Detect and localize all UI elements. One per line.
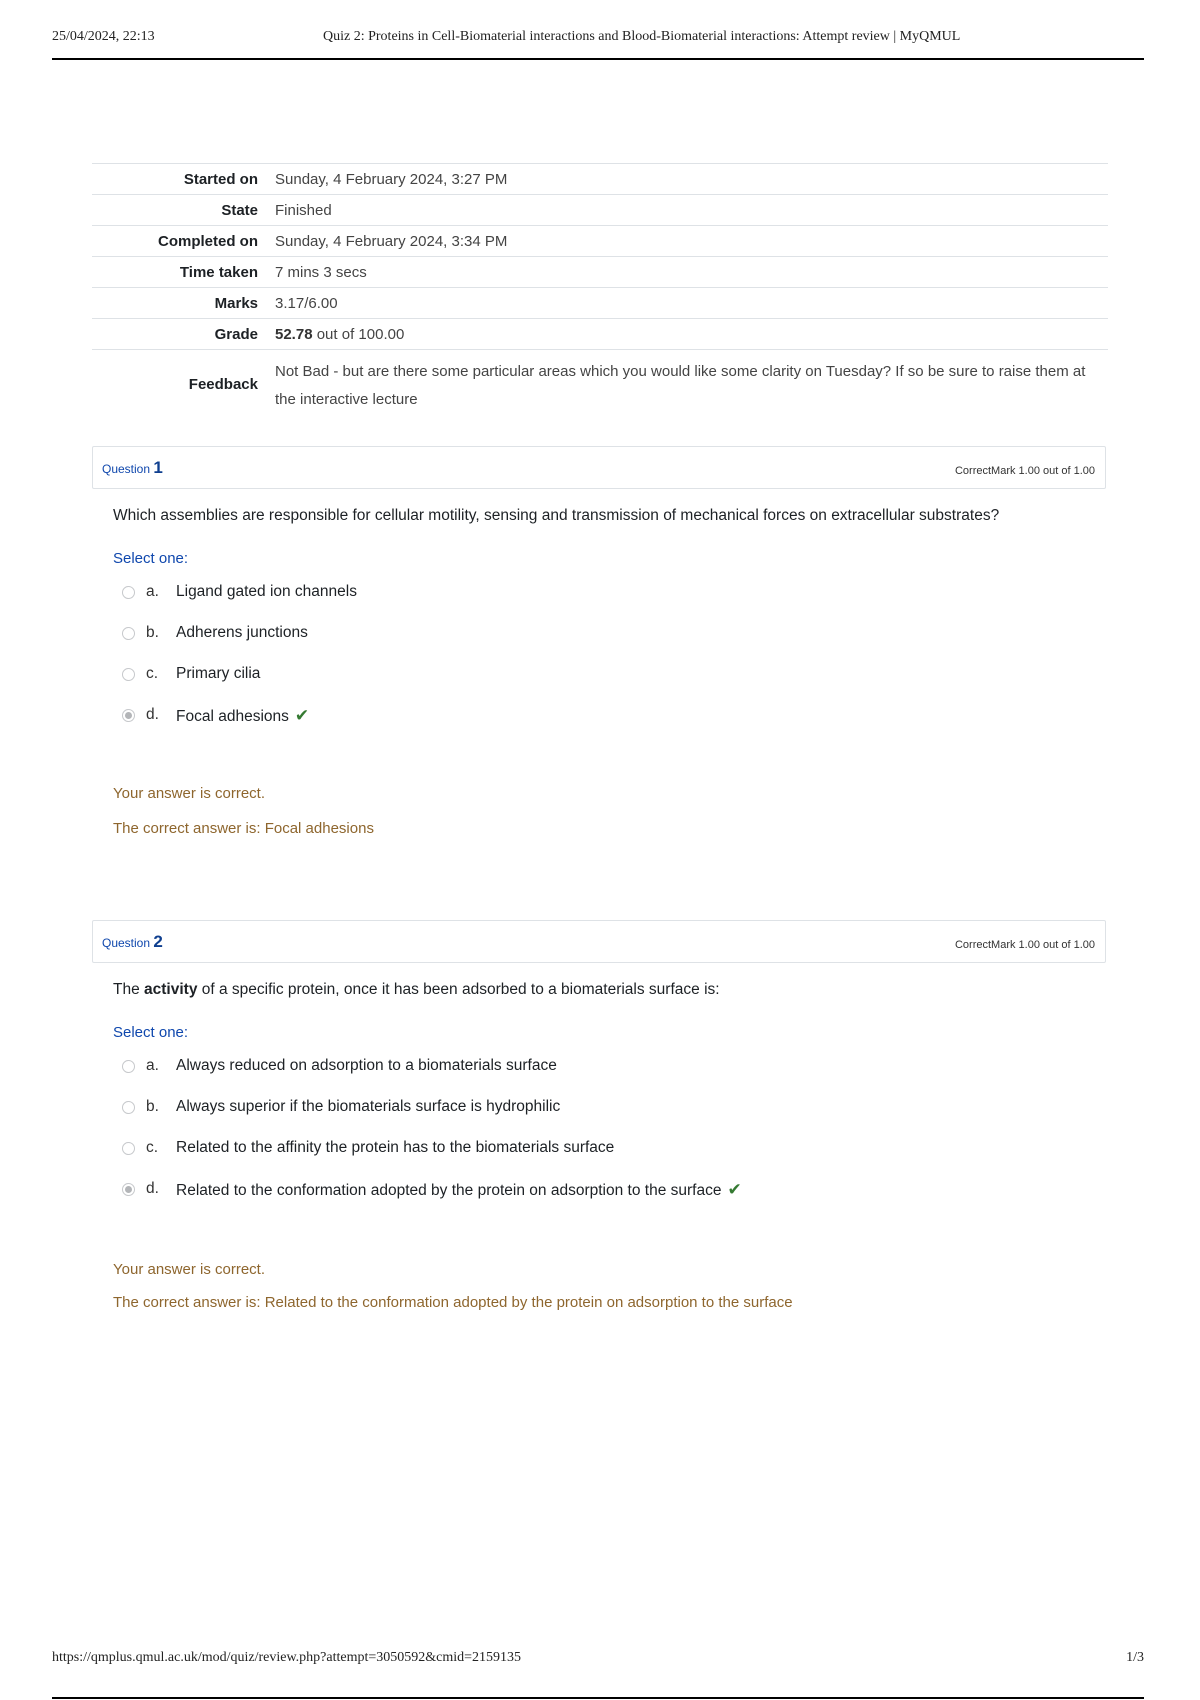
print-footer	[52, 1650, 1144, 1699]
option-letter: a.	[146, 1057, 159, 1074]
print-date: 25/04/2024, 22:13	[52, 29, 155, 44]
question-1	[92, 446, 1106, 837]
option-text: Always superior if the biomaterials surface is hydrophilic	[176, 1098, 561, 1115]
question-state: CorrectMark 1.00 out of 1.00	[954, 939, 1095, 951]
check-icon: ✔	[294, 706, 310, 725]
answer-option-d[interactable]	[92, 702, 1106, 743]
marks-value: 3.17/6.00	[275, 288, 1108, 319]
question-number: Question 1	[102, 458, 163, 477]
answer-option-b[interactable]	[92, 1094, 1106, 1135]
option-text: Focal adhesions ✔	[176, 706, 310, 725]
question-text: The activity of a specific protein, once it has been adsorbed to a biomaterials surface is:	[113, 981, 720, 998]
question-header	[92, 920, 1106, 963]
question-state: CorrectMark 1.00 out of 1.00	[954, 465, 1095, 477]
grade-score: 52.78	[275, 325, 313, 343]
radio-button-selected[interactable]	[122, 1183, 135, 1196]
option-letter: b.	[146, 624, 159, 641]
started-on-value: Sunday, 4 February 2024, 3:27 PM	[275, 164, 1108, 195]
state-label: State	[92, 195, 275, 226]
feedback-value: Not Bad - but are there some particular areas which you would like some clarity on Tuesday? If so be sure to raise them at the interactive lecture	[275, 350, 1108, 420]
question-number: Question 2	[102, 932, 163, 951]
question-header	[92, 446, 1106, 489]
answer-option-a[interactable]	[92, 579, 1106, 620]
option-text: Related to the conformation adopted by the protein on adsorption to the surface ✔	[176, 1180, 742, 1199]
answer-option-b[interactable]	[92, 620, 1106, 661]
attempt-summary-table	[92, 163, 1108, 420]
right-answer: The correct answer is: Focal adhesions	[113, 820, 374, 837]
grade-value	[275, 319, 1108, 350]
option-text: Adherens junctions	[176, 624, 308, 641]
select-one-prompt: Select one:	[113, 550, 189, 567]
radio-button[interactable]	[122, 668, 135, 681]
answer-options	[92, 579, 1106, 743]
time-taken-value: 7 mins 3 secs	[275, 257, 1108, 288]
print-page-title: Quiz 2: Proteins in Cell-Biomaterial interactions and Blood-Biomaterial interactions: Attempt review | MyQMUL	[323, 29, 961, 44]
marks-label: Marks	[92, 288, 275, 319]
option-letter: b.	[146, 1098, 159, 1115]
question-feedback: Your answer is correct.	[113, 1261, 266, 1278]
option-letter: c.	[146, 665, 159, 682]
radio-button[interactable]	[122, 1060, 135, 1073]
right-answer: The correct answer is: Related to the conformation adopted by the protein on adsorption to the surface	[113, 1294, 793, 1311]
grade-out-of: out of 100.00	[312, 325, 405, 343]
option-text: Primary cilia	[176, 665, 261, 682]
state-value: Finished	[275, 195, 1108, 226]
radio-button[interactable]	[122, 627, 135, 640]
option-letter: d.	[146, 1180, 159, 1197]
question-2	[92, 920, 1106, 1311]
select-one-prompt: Select one:	[113, 1024, 189, 1041]
print-header	[52, 26, 1144, 60]
answer-options	[92, 1053, 1106, 1217]
page-number: 1/3	[1126, 1650, 1144, 1665]
radio-button[interactable]	[122, 1101, 135, 1114]
radio-button[interactable]	[122, 1142, 135, 1155]
answer-option-a[interactable]	[92, 1053, 1106, 1094]
option-text: Ligand gated ion channels	[176, 583, 357, 600]
answer-option-c[interactable]	[92, 661, 1106, 702]
option-letter: a.	[146, 583, 159, 600]
grade-label: Grade	[92, 319, 275, 350]
option-text: Related to the affinity the protein has to the biomaterials surface	[176, 1139, 615, 1156]
check-icon: ✔	[727, 1180, 742, 1199]
radio-button-selected[interactable]	[122, 709, 135, 722]
option-letter: d.	[146, 706, 159, 723]
completed-on-value: Sunday, 4 February 2024, 3:34 PM	[275, 226, 1108, 257]
completed-on-label: Completed on	[92, 226, 275, 257]
option-letter: c.	[146, 1139, 159, 1156]
time-taken-label: Time taken	[92, 257, 275, 288]
option-text: Always reduced on adsorption to a biomaterials surface	[176, 1057, 557, 1074]
question-feedback: Your answer is correct.	[113, 785, 266, 802]
answer-option-c[interactable]	[92, 1135, 1106, 1176]
answer-option-d[interactable]	[92, 1176, 1106, 1217]
question-text: Which assemblies are responsible for cellular motility, sensing and transmission of mechanical forces on extracellular substrates?	[113, 507, 1000, 524]
radio-button[interactable]	[122, 586, 135, 599]
started-on-label: Started on	[92, 164, 275, 195]
feedback-label: Feedback	[92, 350, 275, 420]
page-url: https://qmplus.qmul.ac.uk/mod/quiz/review.php?attempt=3050592&cmid=2159135	[52, 1650, 522, 1665]
